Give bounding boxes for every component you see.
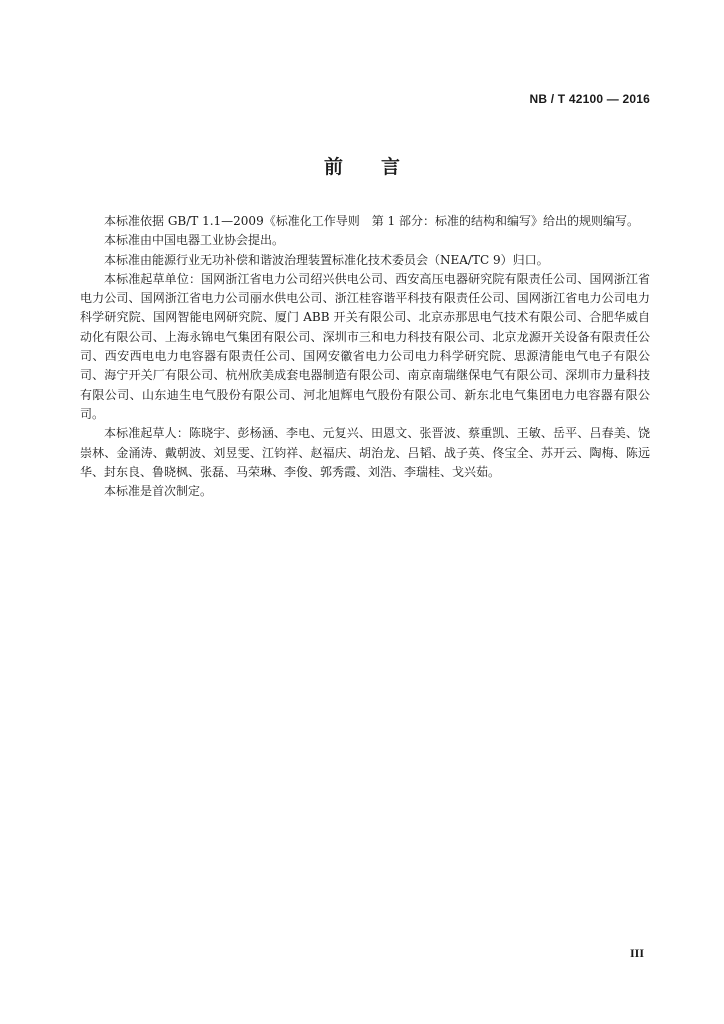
paragraph-proposer: 本标准由中国电器工业协会提出。 xyxy=(104,233,285,248)
paragraph-technical-committee: 本标准由能源行业无功补偿和谐波治理装置标准化技术委员会（NEA/TC 9）归口。 xyxy=(104,252,549,267)
paragraph-compilation-basis: 本标准依据 GB/T 1.1—2009《标准化工作导则 第 1 部分：标准的结构和编写》给出的规则编写。 xyxy=(104,214,639,228)
paragraph-drafting-organizations: 本标准起草单位：国网浙江省电力公司绍兴供电公司、西安高压电器研究院有限责任公司、国网浙江省电力公司、国网浙江省电力公司丽水供电公司、浙江桂容谐平科技有限责任公司、国网浙江省电力公司电力科学研究院、国网智能电网研究院、厦门 ABB 开关有限公司、北京赤那思电气技术有限公司、合肥华威自动化有限公司、上海永锦电气集团有限公司、深圳市三和电力科技有限公司、北京龙源开关设备有限责任公司、西安西电电力电容器有限责任公司、国网安徽省电力公司电力科学研究院、思源清能电气电子有限公司、海宁开关厂有限公司、杭州欣美成套电器制造有限公司、南京南瑞继保电气有限公司、深圳市力量科技有限公司、山东迪生电气股份有限公司、河北旭辉电气股份有限公司、新东北电气集团电力电容器有限公司。 xyxy=(80,271,650,421)
page-number: III xyxy=(629,946,644,960)
page-title: 前言 xyxy=(323,156,438,178)
paragraph-first-edition: 本标准是首次制定。 xyxy=(104,484,213,499)
standard-code-header: NB / T 42100 — 2016 xyxy=(529,92,650,106)
paragraph-drafters: 本标准起草人：陈晓宇、彭杨涵、李电、元复兴、田恩文、张晋波、蔡重凯、王敏、岳平、吕春美、饶崇林、金涌涛、戴朝波、刘昱雯、江钧祥、赵福庆、胡治龙、吕韬、战子英、佟宝全、苏开云、陶梅、陈远华、封东良、鲁晓枫、张磊、马荣琳、李俊、郭秀霞、刘浩、李瑞桂、戈兴茹。 xyxy=(80,426,650,479)
foreword-body xyxy=(80,212,650,501)
